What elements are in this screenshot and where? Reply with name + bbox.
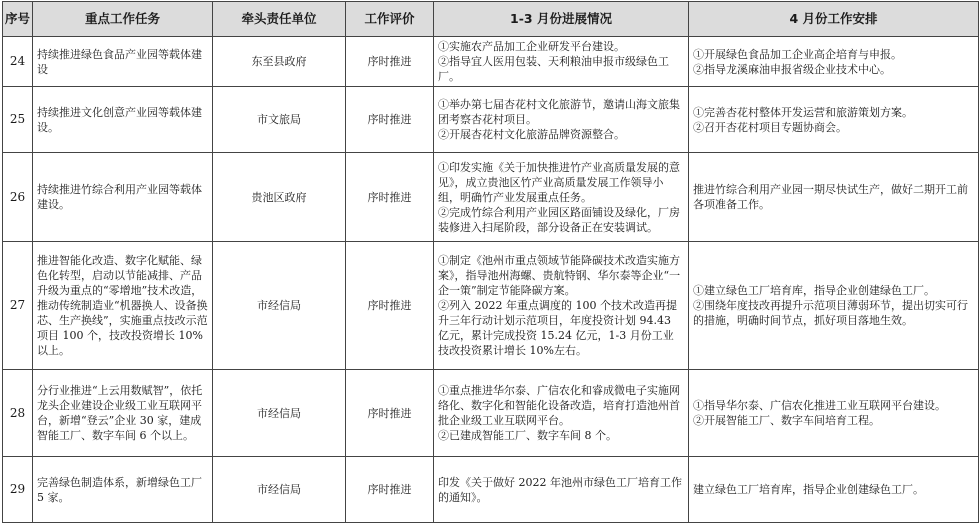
table-row [3, 370, 979, 457]
progress-item: 印发《关于做好 2022 年池州市绿色工厂培育工作的通知》。 [438, 475, 682, 504]
eval-cell: 序时推进 [346, 87, 434, 153]
progress-cell [434, 242, 689, 370]
plan-item: ②开展智能工厂、数字车间培育工程。 [693, 414, 880, 427]
plan-item: ①完善杏花村整体开发运营和旅游策划方案。 [693, 105, 913, 119]
progress-item: ①制定《池州市重点领域节能降碳技术改造实施方案》，指导池州海螺、贵航特钢、华尔泰等企业“一企一策”制定节能降碳方案。 [438, 254, 681, 297]
task-cell: 持续推进文化创意产业园等载体建设。 [33, 87, 213, 153]
task-cell: 分行业推进“上云用数赋智”，依托龙头企业建设企业级工业互联网平台，新增“登云”企业 30 家，建成智能工厂、数字车间 6 个以上。 [33, 370, 213, 457]
header-task: 重点工作任务 [33, 2, 213, 37]
eval-cell: 序时推进 [346, 37, 434, 87]
unit-cell: 东至县政府 [213, 37, 346, 87]
task-cell: 推进智能化改造、数字化赋能、绿色化转型，启动以节能减排、产品升级为重点的“零增地”技术改造，推动传统制造业“机器换人、设备换芯、生产换线”，实施重点技改示范项目 100 个，技改投资增长 10%以上。 [33, 242, 213, 370]
progress-item: ①印发实施《关于加快推进竹产业高质量发展的意见》，成立贵池区竹产业高质量发展工作领导小组，明确竹产业发展重点任务。 [438, 160, 680, 204]
plan-cell [689, 370, 979, 457]
header-plan: 4 月份工作安排 [689, 2, 979, 37]
row-number: 24 [3, 37, 33, 87]
header-unit: 牵头责任单位 [213, 2, 346, 37]
progress-item: ①实施农产品加工企业研发平台建设。 [438, 40, 625, 53]
plan-cell [689, 87, 979, 153]
row-number: 28 [3, 370, 33, 457]
plan-item: ②围绕年度技改再提升示范项目薄弱环节，提出切实可行的措施，明确时间节点，抓好项目落地生效。 [693, 299, 968, 327]
progress-cell [434, 87, 689, 153]
unit-cell: 贵池区政府 [213, 153, 346, 242]
plan-cell [689, 457, 979, 523]
row-number: 27 [3, 242, 33, 370]
header-eval: 工作评价 [346, 2, 434, 37]
table-row [3, 242, 979, 370]
plan-item: ①指导华尔泰、广信农化推进工业互联网平台建设。 [693, 399, 946, 412]
row-number: 26 [3, 153, 33, 242]
table-row [3, 457, 979, 523]
progress-cell [434, 37, 689, 87]
table-header-row [3, 2, 979, 37]
progress-item: ②列入 2022 年重点调度的 100 个技术改造再提升三年行动计划示范项目，年度投资计划 94.43 亿元，累计完成投资 15.24 亿元，1-3 月份工业技改投资累计增长 10%左右。 [438, 299, 677, 357]
task-cell: 持续推进竹综合利用产业园等载体建设。 [33, 153, 213, 242]
unit-cell: 市经信局 [213, 457, 346, 523]
progress-item: ②指导宜人医用包装、天利粮油申报市级绿色工厂。 [438, 55, 669, 83]
row-number: 25 [3, 87, 33, 153]
progress-cell [434, 370, 689, 457]
table-row [3, 153, 979, 242]
unit-cell: 市文旅局 [213, 87, 346, 153]
progress-cell [434, 153, 689, 242]
unit-cell: 市经信局 [213, 242, 346, 370]
plan-cell [689, 242, 979, 370]
row-number: 29 [3, 457, 33, 523]
unit-cell: 市经信局 [213, 370, 346, 457]
progress-cell [434, 457, 689, 523]
task-cell: 持续推进绿色食品产业园等载体建设 [33, 37, 213, 87]
work-task-table [2, 1, 979, 523]
progress-item: ②完成竹综合利用产业园区路面铺设及绿化，厂房装修进入扫尾阶段，部分设备正在安装调试。 [438, 205, 680, 234]
header-no: 序号 [3, 2, 33, 37]
plan-item: 建立绿色工厂培育库，指导企业创建绿色工厂。 [693, 483, 924, 496]
plan-item: ②指导龙溪麻油申报省级企业技术中心。 [693, 62, 891, 76]
progress-item: ①重点推进华尔泰、广信农化和睿成微电子实施网络化、数字化和智能化设备改造，培育打造池州首批企业级工业互联网平台。 [438, 384, 680, 427]
table-row [3, 37, 979, 87]
eval-cell: 序时推进 [346, 370, 434, 457]
plan-item: ②召开杏花村项目专题协商会。 [693, 120, 847, 134]
plan-item: ①开展绿色食品加工企业高企培育与申报。 [693, 47, 902, 61]
plan-item: ①建立绿色工厂培育库，指导企业创建绿色工厂。 [693, 284, 935, 297]
plan-cell [689, 37, 979, 87]
plan-cell [689, 153, 979, 242]
progress-item: ①举办第七届杏花村文化旅游节，邀请山海文旅集团考察杏花村项目。 [438, 98, 680, 126]
plan-item: 推进竹综合利用产业园一期尽快试生产，做好二期开工前各项准备工作。 [693, 183, 968, 211]
header-progress: 1-3 月份进展情况 [434, 2, 689, 37]
eval-cell: 序时推进 [346, 457, 434, 523]
task-cell: 完善绿色制造体系，新增绿色工厂 5 家。 [33, 457, 213, 523]
progress-item: ②开展杏花村文化旅游品牌资源整合。 [438, 128, 625, 141]
table-row [3, 87, 979, 153]
eval-cell: 序时推进 [346, 153, 434, 242]
progress-item: ②已建成智能工厂、数字车间 8 个。 [438, 429, 617, 442]
eval-cell: 序时推进 [346, 242, 434, 370]
